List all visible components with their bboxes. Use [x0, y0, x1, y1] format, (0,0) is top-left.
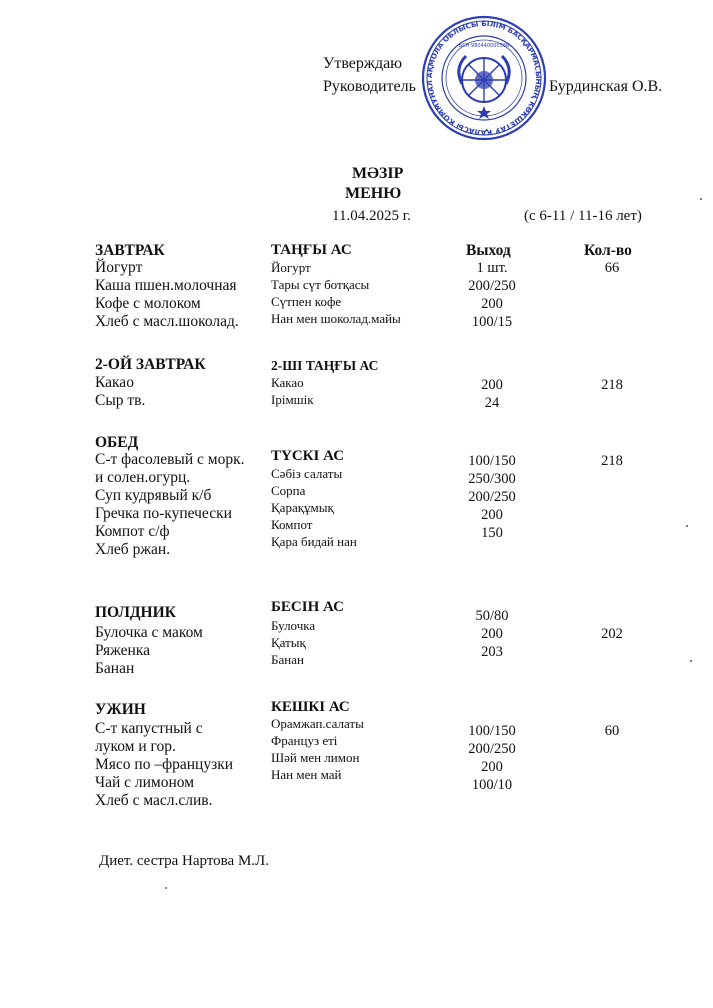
meal-title-ru: ПОЛДНИК [95, 604, 176, 621]
menu-item-kz: Нан мен шоколад.майы [271, 311, 401, 326]
meal-items-kz [271, 374, 314, 408]
menu-item-ru: Кофе с молоком [95, 295, 201, 312]
menu-date: 11.04.2025 г. [332, 208, 411, 224]
qty-value: 60 [604, 723, 620, 739]
scan-speck [686, 525, 688, 527]
meal-title-ru: УЖИН [95, 701, 146, 718]
scan-speck [165, 887, 167, 889]
menu-item-ru: Мясо по –французки [95, 756, 234, 773]
output-value: 200/250 [468, 489, 516, 505]
output-value: 100/150 [468, 453, 516, 469]
menu-item-ru: С-т капустный с [95, 720, 203, 737]
output-value: 203 [481, 644, 503, 660]
menu-item-kz: Ірімшік [271, 392, 314, 407]
meal-title-kz: ТАҢҒЫ АС [271, 242, 352, 258]
approval-position: Руководитель [323, 78, 416, 95]
output-value: 1 шт. [476, 260, 508, 276]
title-ru: МЕНЮ [345, 185, 402, 202]
approval-label: Утверждаю [323, 55, 403, 72]
menu-item-kz: Йогурт [271, 260, 311, 275]
menu-item-ru: Суп кудрявый к/б [95, 487, 212, 504]
output-value: 200 [481, 507, 503, 523]
menu-item-ru: С-т фасолевый с морк. [95, 451, 245, 468]
meal-outputs [452, 607, 532, 661]
menu-item-kz: Тары сүт ботқасы [271, 277, 370, 292]
meal-outputs [452, 259, 532, 331]
menu-item-ru: Банан [95, 660, 135, 677]
output-value: 100/150 [468, 723, 516, 739]
output-value: 24 [484, 395, 500, 411]
menu-item-ru: Ряженка [95, 642, 151, 659]
menu-item-ru: луком и гор. [95, 738, 176, 755]
meal-outputs [452, 376, 532, 412]
output-value: 200 [481, 759, 503, 775]
meal-qty [582, 722, 642, 740]
menu-item-kz: Какао [271, 375, 304, 390]
footer-signature: Диет. сестра Нартова М.Л. [99, 853, 269, 869]
column-qty-header: Кол-во [584, 242, 632, 259]
output-value: 200/250 [468, 741, 516, 757]
qty-value: 218 [601, 453, 623, 469]
menu-item-ru: Какао [95, 374, 134, 391]
output-value: 100/10 [471, 777, 513, 793]
meal-title-kz: 2-ШІ ТАҢҒЫ АС [271, 358, 379, 373]
menu-item-kz: Компот [271, 517, 313, 532]
scan-speck [700, 198, 702, 200]
title-kz: МӘЗІР [352, 165, 404, 182]
meal-outputs [452, 452, 532, 542]
meal-title-kz: БЕСІН АС [271, 599, 344, 615]
menu-item-kz: Сүтпен кофе [271, 294, 342, 309]
meal-items-kz [271, 617, 315, 668]
stamp-inner-text: БСН 980440000366 [458, 43, 510, 49]
menu-item-ru: Гречка по-купечески [95, 505, 232, 522]
qty-value: 218 [601, 377, 623, 393]
menu-item-ru: Хлеб ржан. [95, 541, 171, 558]
menu-item-ru: Каша пшен.молочная [95, 277, 237, 294]
meal-items-kz [271, 715, 364, 783]
menu-item-kz: Нан мен май [271, 767, 342, 782]
meal-items-ru [95, 624, 203, 678]
output-value: 200 [481, 626, 503, 642]
qty-value: 66 [604, 260, 620, 276]
menu-item-ru: Сыр тв. [95, 392, 146, 409]
meal-title-kz: КЕШКІ АС [271, 699, 350, 715]
menu-item-ru: Булочка с маком [95, 624, 203, 641]
output-value: 250/300 [468, 471, 516, 487]
meal-qty [582, 376, 642, 394]
column-output-header: Выход [466, 242, 511, 259]
age-range: (с 6-11 / 11-16 лет) [524, 208, 642, 224]
scan-speck [690, 660, 692, 662]
meal-title-ru: ЗАВТРАК [95, 242, 165, 259]
output-value: 150 [481, 525, 503, 541]
menu-item-ru: Хлеб с масл.слив. [95, 792, 213, 809]
meal-items-ru [95, 451, 244, 559]
menu-item-kz: Орамжап.салаты [271, 716, 364, 731]
meal-items-ru [95, 259, 239, 331]
stamp-seal-icon [420, 14, 548, 142]
meal-items-ru [95, 374, 145, 410]
menu-item-ru: Хлеб с масл.шоколад. [95, 313, 239, 330]
meal-title-kz: ТҮСКІ АС [271, 448, 345, 464]
approval-name: Бурдинская О.В. [549, 78, 663, 95]
meal-title-ru: 2-ОЙ ЗАВТРАК [95, 356, 206, 373]
meal-qty [582, 452, 642, 470]
meal-title-ru: ОБЕД [95, 434, 139, 451]
stamp-ring-text: АҚМОЛА ОБЛЫСЫ БІЛІМ БАСҚАРМАСЫНЫҢ КӨКШЕТАУ ҚАЛАСЫ КОММУНАЛ [424, 18, 544, 138]
menu-item-kz: Қарақұмық [271, 500, 334, 515]
menu-item-kz: Француз еті [271, 733, 338, 748]
menu-item-kz: Шәй мен лимон [271, 750, 360, 765]
output-value: 100/15 [471, 314, 513, 330]
menu-item-ru: Компот с/ф [95, 523, 170, 540]
output-value: 200 [481, 296, 503, 312]
menu-item-ru: Чай с лимоном [95, 774, 195, 791]
menu-item-kz: Қара бидай нан [271, 534, 357, 549]
output-value: 200 [481, 377, 503, 393]
qty-value: 202 [601, 626, 623, 642]
meal-outputs [452, 722, 532, 794]
menu-item-kz: Булочка [271, 618, 316, 633]
menu-item-ru: Йогурт [95, 259, 143, 276]
meal-items-ru [95, 720, 233, 810]
meal-items-kz [271, 465, 357, 550]
menu-item-kz: Сорпа [271, 483, 306, 498]
output-value: 200/250 [468, 278, 516, 294]
menu-item-ru: и солен.огурц. [95, 469, 191, 486]
menu-item-kz: Сәбіз салаты [271, 466, 343, 481]
meal-qty [582, 259, 642, 277]
menu-item-kz: Банан [271, 652, 304, 667]
menu-item-kz: Қатық [271, 635, 306, 650]
output-value: 50/80 [475, 608, 509, 624]
meal-qty [582, 625, 642, 643]
meal-items-kz [271, 259, 401, 327]
